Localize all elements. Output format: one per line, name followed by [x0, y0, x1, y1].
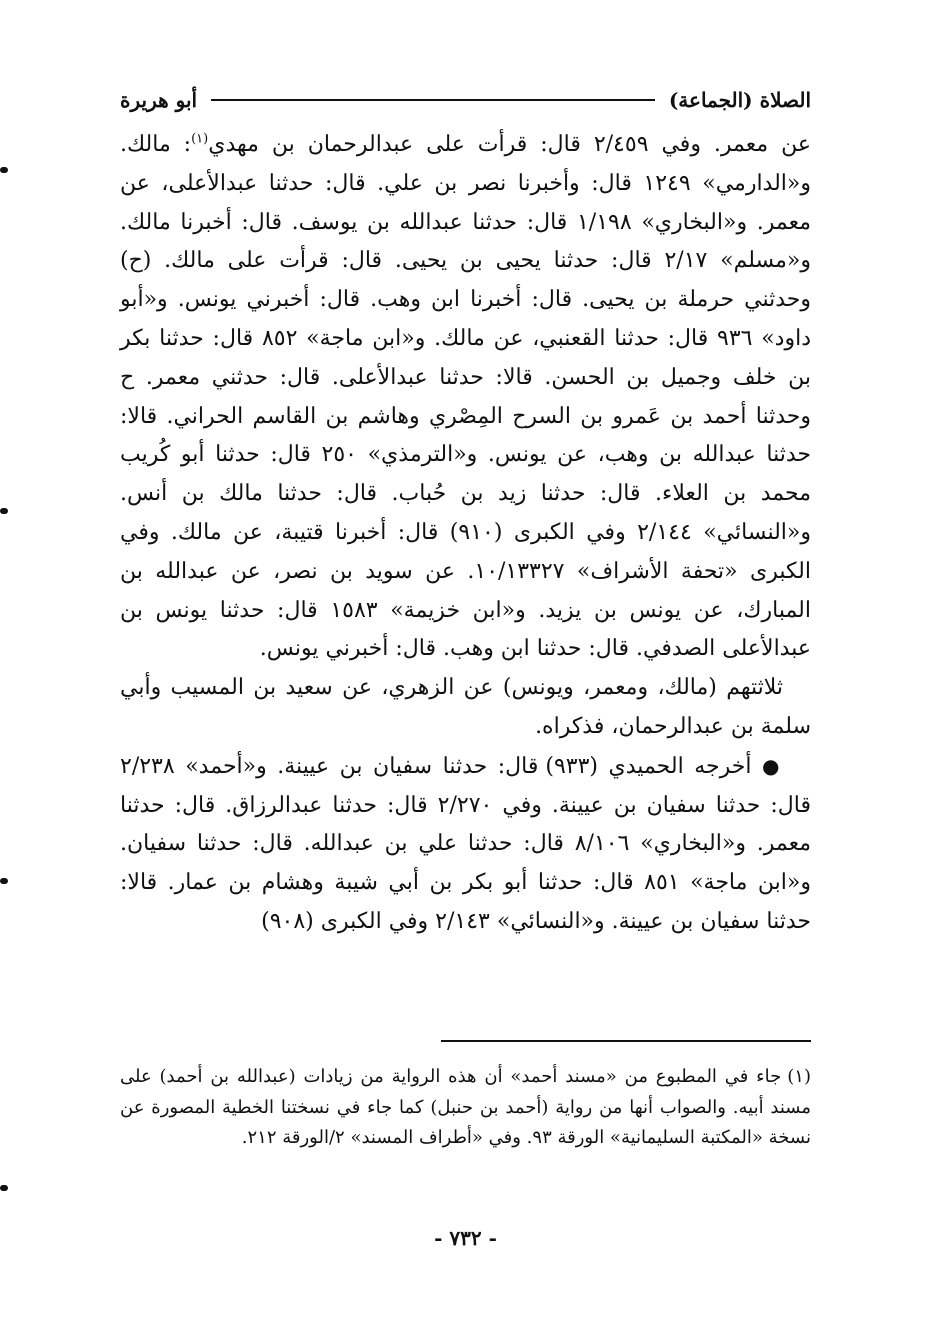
narrator-name: أبو هريرة [120, 88, 198, 112]
paragraph-1: عن معمر. وفي ٢/٤٥٩ قال: قرأت على عبدالرحمان بن مهدي$^{(١)}$: مالك. و«الدارمي» ١٢٤٩ قال: وأخبرنا نصر بن علي. قال: حدثنا عبدالأعلى، عن معمر. و«البخاري» ١/١٩٨ قال: حدثنا عبدالله بن يوسف. قال: أخبرنا مالك. و«مسلم» ٢/١٧ قال: حدثنا يحيى بن يحيى. قال: قرأت على مالك. (ح) وحدثني حرملة بن يحيى. قال: أخبرنا ابن وهب. قال: أخبرني يونس. و«أبو داود» ٩٣٦ قال: حدثنا القعنبي، عن مالك. و«ابن ماجة» ٨٥٢ قال: حدثنا بكر بن خلف وجميل بن الحسن. قالا: حدثنا عبدالأعلى. قال: حدثني معمر. ح وحدثنا أحمد بن عَمرو بن السرح المِصْري وهاشم بن القاسم الحراني. قالا: حدثنا عبدالله بن وهب، عن يونس. و«الترمذي» ٢٥٠ قال: حدثنا أبو كُريب محمد بن العلاء. قال: حدثنا زيد بن حُباب. قال: حدثنا مالك بن أنس. و«النسائي» ٢/١٤٤ وفي الكبرى (٩١٠) قال: أخبرنا قتيبة، عن مالك. وفي الكبرى «تحفة الأشراف» ١٠/١٣٣٢٧. عن سويد بن نصر، عن عبدالله بن المبارك، عن يونس بن يزيد. و«ابن خزيمة» ١٥٨٣ قال: حدثنا يونس بن عبدالأعلى الصدفي. قال: حدثنا ابن وهب. قال: أخبرني يونس. [120, 131, 812, 662]
footnote [120, 1062, 811, 1154]
main-text [120, 126, 811, 942]
scan-edge-mark [0, 878, 8, 884]
scan-edge-mark [0, 1185, 8, 1191]
paragraph-3: ● أخرجه الحميدي (٩٣٣) قال: حدثنا سفيان بن عيينة. و«أحمد» ٢/٢٣٨ قال: حدثنا سفيان بن عيينة. وفي ٢/٢٧٠ قال: حدثنا عبدالرزاق. قال: حدثنا معمر. و«البخاري» ٨/١٠٦ قال: حدثنا علي بن عبدالله. قال: حدثنا سفيان. و«ابن ماجة» ٨٥١ قال: حدثنا أبو بكر بن أبي شيبة وهشام بن عمار. قالا: حدثنا سفيان بن عيينة. و«النسائي» ٢/١٤٣ وفي الكبرى (٩٠٨) [120, 753, 811, 934]
running-header [120, 82, 811, 118]
footnote-text: جاء في المطبوع من «مسند أحمد» أن هذه الرواية من زيادات (عبدالله بن أحمد) على مسند أبيه. والصواب أنها من رواية (أحمد بن حنبل) كما جاء في نسختنا الخطية المصورة عن نسخة «المكتبة السليمانية» الورقة ٩٣. وفي «أطراف المسند» ٢/الورقة ٢١٢. [120, 1066, 811, 1148]
chapter-title: الصلاة (الجماعة) [668, 88, 811, 112]
scan-edge-mark [0, 167, 8, 173]
header-rule [211, 99, 655, 101]
footnote-marker: (١) [787, 1066, 811, 1087]
paragraph-2: ثلاثتهم (مالك، ومعمر، ويونس) عن الزهري، عن سعيد بن المسيب وأبي سلمة بن عبدالرحمان، فذكراه. [120, 675, 811, 739]
footnote-rule [441, 1040, 811, 1042]
bullet-icon: ● [761, 753, 783, 778]
page-number: - ٧٣٢ - [434, 1226, 497, 1250]
footnote-reference[interactable]: (١) [191, 131, 209, 147]
scan-edge-mark [0, 508, 8, 514]
